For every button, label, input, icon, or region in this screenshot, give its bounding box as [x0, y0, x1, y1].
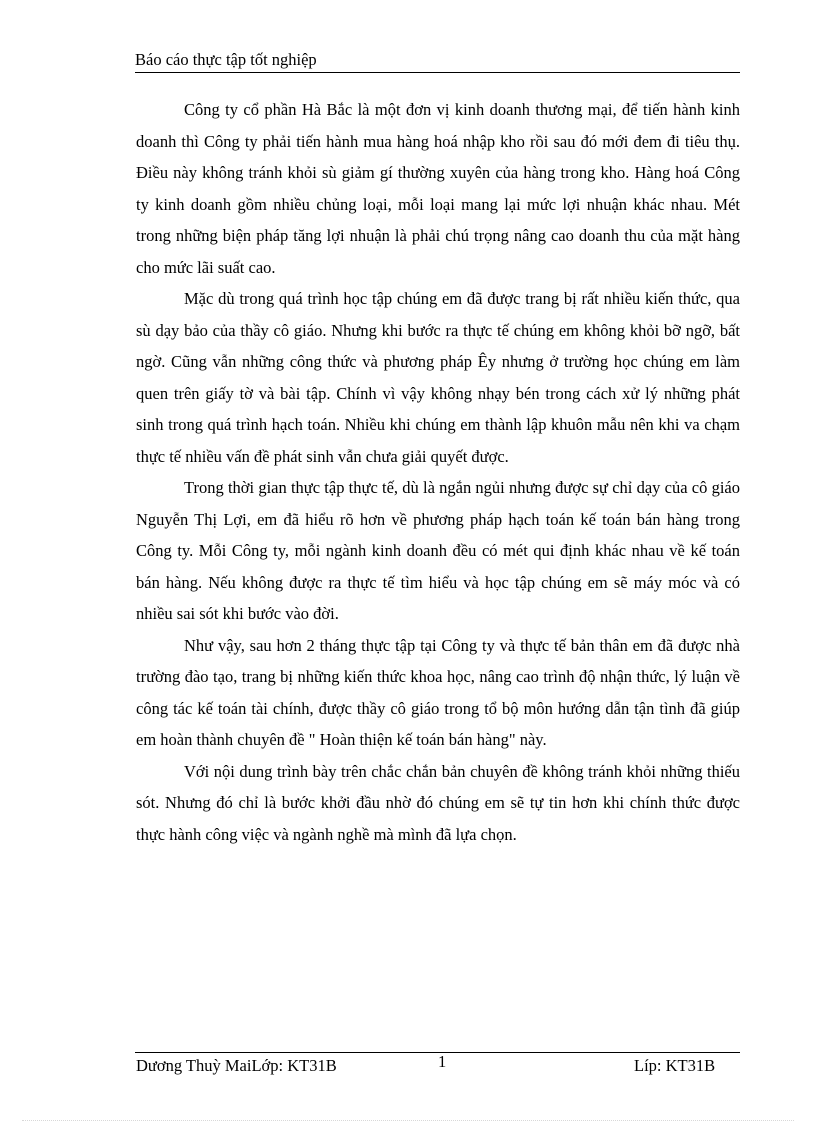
- paragraph-3: Trong thời gian thực tập thực tế, dù là ngắn ngủi nhưng được sự chỉ dạy của cô giáo Nguyễn Thị Lợi, em đã hiểu rõ hơn về phương pháp hạch toán kế toán bán hàng trong Công ty. Mỗi Công ty, mỗi ngành kinh doanh đều có mét qui định khác nhau về kế toán bán hàng. Nếu không được ra thực tế tìm hiểu và học tập chúng em sẽ máy móc và có nhiều sai sót khi bước vào đời.: [136, 478, 740, 623]
- footer-class: Líp: KT31B: [634, 1056, 716, 1075]
- paragraph-4: Như vậy, sau hơn 2 tháng thực tập tại Công ty và thực tế bản thân em đã được nhà trường đào tạo, trang bị những kiến thức khoa học, nâng cao trình độ nhận thức, lý luận về công tác kế toán tài chính, được thầy cô giáo trong tổ bộ môn hướng dẫn tận tình đã giúp em hoàn thành chuyên đề " Hoàn thiện kế toán bán hàng" này.: [136, 635, 740, 749]
- page-bottom-border: [22, 1120, 794, 1121]
- page-number: 1: [438, 1052, 447, 1071]
- footer-author: Dương Thuỳ MaiLớp: KT31B: [136, 1056, 337, 1075]
- page-header: [135, 50, 740, 73]
- paragraph-5: Với nội dung trình bày trên chắc chắn bản chuyên đề không tránh khỏi những thiếu sót. Nhưng đó chỉ là bước khởi đầu nhờ đó chúng em sẽ tự tin hơn khi chính thức được thực hành công việc và ngành nghề mà mình đã lựa chọn.: [136, 761, 740, 844]
- body-text: [136, 94, 740, 850]
- paragraph-2: Mặc dù trong quá trình học tập chúng em đã được trang bị rất nhiều kiến thức, qua sù dạy bảo của thầy cô giáo. Nhưng khi bước ra thực tế chúng em không khỏi bỡ ngỡ, bất ngờ. Cũng vẫn những công thức và phương pháp Êy nhưng ở trường học chúng em làm quen trên giấy tờ và bài tập. Chính vì vậy không nhạy bén trong cách xử lý những phát sinh trong quá trình hạch toán. Nhiều khi chúng em thành lập khuôn mẫu nên khi va chạm thực tế nhiều vấn đề phát sinh vẫn chưa giải quyết được.: [136, 289, 740, 466]
- header-title: Báo cáo thực tập tốt nghiệp: [135, 50, 317, 69]
- paragraph-1: Công ty cổ phần Hà Bắc là một đơn vị kinh doanh thương mại, để tiến hành kinh doanh thì Công ty phải tiến hành mua hàng hoá nhập kho rồi sau đó mới đem đi tiêu thụ. Điều này không tránh khỏi sù giảm gí thường xuyên của hàng trong kho. Hàng hoá Công ty kinh doanh gồm nhiều chủng loại, mỗi loại mang lại mức lợi nhuận khác nhau. Mét trong những biện pháp tăng lợi nhuận là phải chú trọng nâng cao doanh thu của mặt hàng cho mức lãi suất cao.: [136, 100, 740, 277]
